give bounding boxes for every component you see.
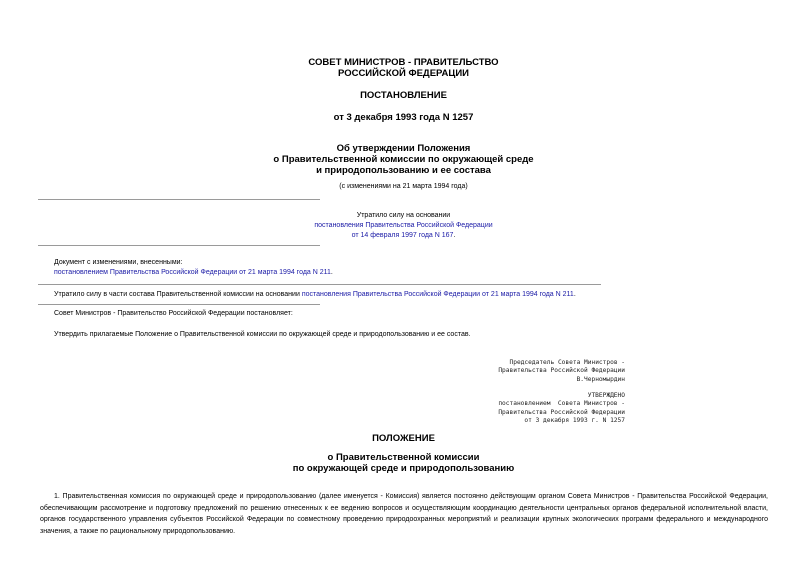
partial-invalidation-line: Утратило силу в части состава Правительственной комиссии на основании постановления Правительства Российской Федерации от 21 марта 1994 года N 211. bbox=[54, 291, 576, 298]
resolves-text: Совет Министров - Правительство Российской Федерации постановляет: bbox=[54, 310, 293, 317]
invalidation-link-line-1[interactable] bbox=[0, 221, 807, 231]
separator-rule bbox=[38, 284, 601, 285]
changes-line: постановлением Правительства Российской Федерации от 21 марта 1994 года N 211. bbox=[54, 269, 333, 276]
changes-link[interactable]: постановлением Правительства Российской Федерации от 21 марта 1994 года N 211 bbox=[54, 269, 331, 276]
separator-rule bbox=[38, 304, 320, 305]
invalidation-link-1[interactable]: постановления Правительства Российской Федерации bbox=[314, 222, 493, 229]
regulation-heading: ПОЛОЖЕНИЕ bbox=[372, 433, 435, 444]
document-title-line-1: Об утверждении Положения bbox=[336, 143, 471, 154]
document-type: ПОСТАНОВЛЕНИЕ bbox=[360, 90, 447, 101]
signature-block: Председатель Совета Министров - Правительства Российской Федерации В.Черномырдин bbox=[498, 359, 625, 383]
authority-line-1: СОВЕТ МИНИСТРОВ - ПРАВИТЕЛЬСТВО bbox=[308, 57, 499, 68]
authority-line-2: РОССИЙСКОЙ ФЕДЕРАЦИИ bbox=[337, 68, 469, 79]
document-title-line-3: и природопользованию и ее состава bbox=[316, 165, 491, 176]
document-title-line-2: о Правительственной комиссии по окружающей среде bbox=[273, 154, 534, 165]
approve-text: Утвердить прилагаемые Положение о Правительственной комиссии по окружающей среде и природопользованию и ее состав. bbox=[54, 331, 471, 338]
separator-rule bbox=[38, 245, 320, 246]
approval-stamp: УТВЕРЖДЕНО постановлением Совета Министров - Правительства Российской Федерации от 3 декабря 1993 г. N 1257 bbox=[498, 392, 625, 425]
document-date-number: от 3 декабря 1993 года N 1257 bbox=[333, 112, 474, 123]
regulation-subtitle-line-2: по окружающей среде и природопользованию bbox=[292, 463, 515, 474]
regulation-subtitle-line-1: о Правительственной комиссии bbox=[327, 452, 480, 463]
changes-label: Документ с изменениями, внесенными: bbox=[54, 259, 183, 266]
amendment-note: (с изменениями на 21 марта 1994 года) bbox=[339, 183, 468, 190]
invalidation-link-line-2: от 14 февраля 1997 года N 167. bbox=[351, 232, 456, 239]
separator-rule bbox=[38, 199, 320, 200]
partial-invalidation-link[interactable]: постановления Правительства Российской Федерации от 21 марта 1994 года N 211 bbox=[301, 291, 574, 298]
invalidation-link-2[interactable]: от 14 февраля 1997 года N 167 bbox=[351, 232, 454, 239]
regulation-paragraph-1: 1. Правительственная комиссия по окружающей среде и природопользованию (далее именуется - Комиссия) является постоянно действующим органом Совета Министров - Правительства Российской Федерации, обеспечивающим рассмотрение и подготовку предложений по решению отнесенных к ее ведению вопросов и осуществляющим координацию деятельности центральных органов федеральной исполнительной власти, органов государственного управления субъектов Российской Федерации по совместному проведению природоохранных мероприятий и реализации крупных экологических программ федерального и международного значения, а также по рациональному природопользованию. bbox=[40, 493, 768, 535]
invalidation-line-1: Утратило силу на основании bbox=[356, 212, 451, 219]
